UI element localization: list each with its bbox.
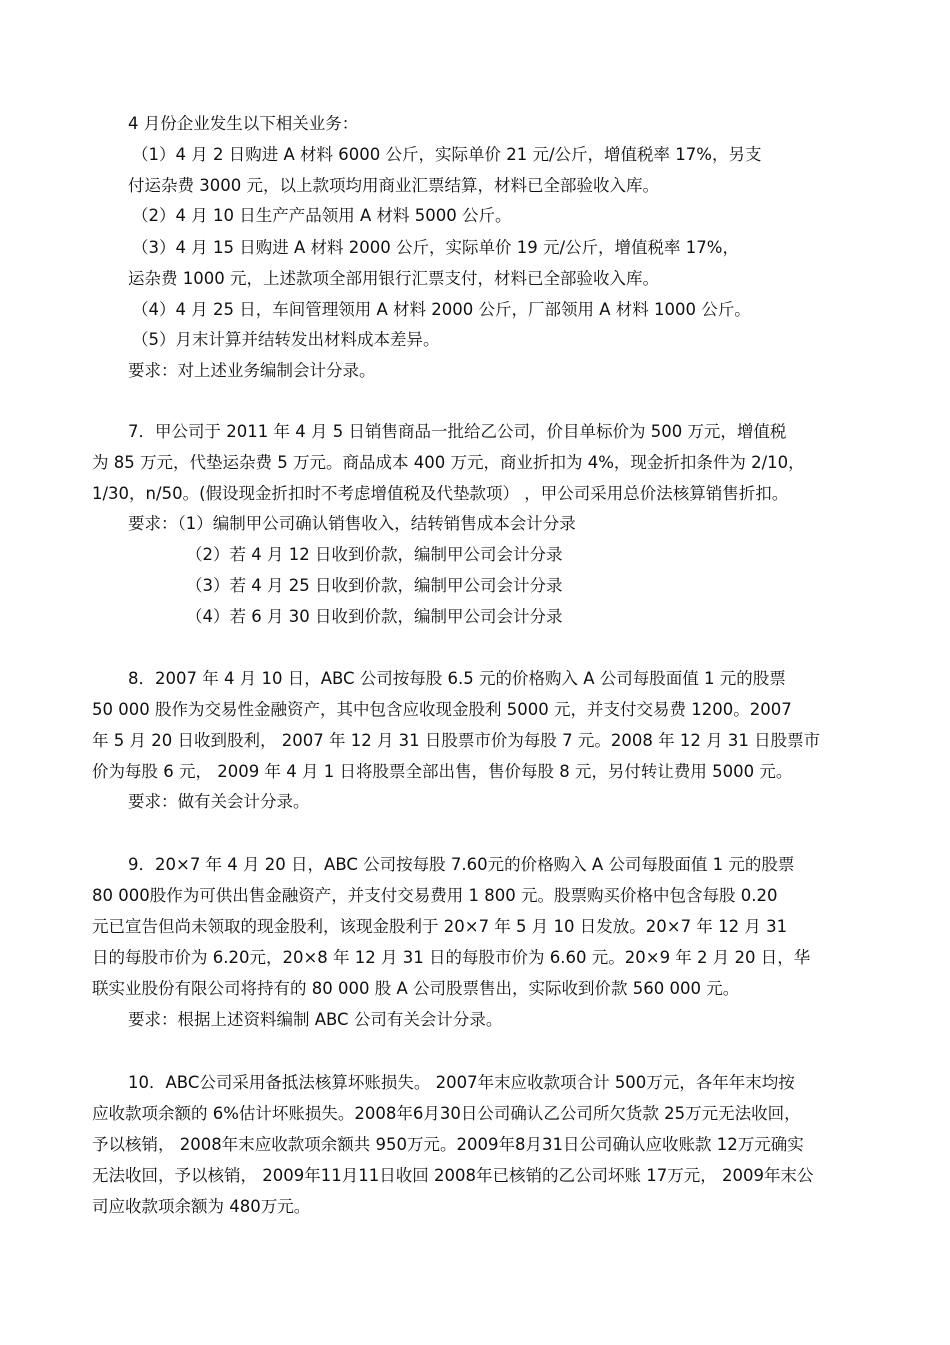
question-8-line-3: 年 5 月 20 日收到股利， 2007 年 12 月 31 日股票市价为每股 7 元。2008 年 12 月 31 日股票市	[92, 731, 821, 750]
question-9-line-3: 元已宣告但尚未领取的现金股利，该现金股利于 20×7 年 5 月 10 日发放。20×7 年 12 月 31	[92, 917, 788, 936]
question-9-line-2: 80 000股作为可供出售金融资产，并支付交易费用 1 800 元。股票购买价格中包含每股 0.20	[92, 886, 778, 905]
business-item-2: （2）4 月 10 日生产产品领用 A 材料 5000 公斤。	[132, 206, 512, 225]
question-8-requirement: 要求：做有关会计分录。	[128, 792, 310, 811]
question-7-requirement-3: （3）若 4 月 25 日收到价款，编制甲公司会计分录	[186, 576, 563, 595]
business-item-5: （5）月末计算并结转发出材料成本差异。	[132, 330, 440, 349]
business-item-1-cont: 付运杂费 3000 元，以上款项均用商业汇票结算，材料已全部验收入库。	[128, 176, 659, 195]
question-8-line-2: 50 000 股作为交易性金融资产，其中包含应收现金股利 5000 元，并支付交易费 1200。2007	[92, 700, 792, 719]
question-10-line-4: 无法收回，予以核销， 2009年11月11日收回 2008年已核销的乙公司坏账 17万元， 2009年末公	[92, 1166, 814, 1185]
question-10-line-1: 10．ABC公司采用备抵法核算坏账损失。 2007年末应收款项合计 500万元，各年年末均按	[128, 1073, 795, 1092]
question-7-requirement-1: 要求：（1）编制甲公司确认销售收入，结转销售成本会计分录	[128, 514, 576, 533]
question-9-line-4: 日的每股市价为 6.20元，20×8 年 12 月 31 日的每股市价为 6.60 元。20×9 年 2 月 20 日，华	[92, 948, 811, 967]
question-7-line-2: 为 85 万元，代垫运杂费 5 万元。商品成本 400 万元，商业折扣为 4%，现金折扣条件为 2/10，	[92, 453, 805, 472]
question-7-line-3: 1/30，n/50。(假设现金折扣时不考虑增值税及代垫款项） ，甲公司采用总价法核算销售折扣。	[92, 484, 789, 503]
business-item-4: （4）4 月 25 日，车间管理领用 A 材料 2000 公斤，厂部领用 A 材料 1000 公斤。	[132, 300, 751, 319]
question-10-line-2: 应收款项余额的 6%估计坏账损失。2008年6月30日公司确认乙公司所欠货款 25万元无法收回，	[92, 1104, 801, 1123]
question-10-line-3: 予以核销， 2008年末应收款项余额共 950万元。2009年8月31日公司确认应收账款 12万元确实	[92, 1135, 804, 1154]
question-9-requirement: 要求：根据上述资料编制 ABC 公司有关会计分录。	[128, 1010, 503, 1029]
business-item-3-cont: 运杂费 1000 元，上述款项全部用银行汇票支付，材料已全部验收入库。	[128, 269, 659, 288]
business-item-1: （1）4 月 2 日购进 A 材料 6000 公斤，实际单价 21 元/公斤，增值税率 17%，另支	[132, 145, 762, 164]
business-item-3: （3）4 月 15 日购进 A 材料 2000 公斤，实际单价 19 元/公斤，增值税率 17%，	[132, 238, 739, 257]
question-7-requirement-4: （4）若 6 月 30 日收到价款，编制甲公司会计分录	[186, 607, 563, 626]
question-7-line-1: 7．甲公司于 2011 年 4 月 5 日销售商品一批给乙公司，价目单标价为 500 万元，增值税	[128, 422, 787, 441]
question-9-line-5: 联实业股份有限公司将持有的 80 000 股 A 公司股票售出，实际收到价款 560 000 元。	[92, 979, 740, 998]
question-7-requirement-2: （2）若 4 月 12 日收到价款，编制甲公司会计分录	[186, 545, 563, 564]
question-8-line-1: 8．2007 年 4 月 10 日，ABC 公司按每股 6.5 元的价格购入 A 公司每股面值 1 元的股票	[128, 669, 786, 688]
section-intro: 4 月份企业发生以下相关业务：	[128, 114, 359, 133]
question-9-line-1: 9．20×7 年 4 月 20 日，ABC 公司按每股 7.60元的价格购入 A 公司每股面值 1 元的股票	[128, 855, 795, 874]
question-10-line-5: 司应收款项余额为 480万元。	[92, 1197, 311, 1216]
requirement: 要求：对上述业务编制会计分录。	[128, 361, 376, 380]
question-8-line-4: 价为每股 6 元， 2009 年 4 月 1 日将股票全部出售，售价每股 8 元，另付转让费用 5000 元。	[92, 762, 793, 781]
